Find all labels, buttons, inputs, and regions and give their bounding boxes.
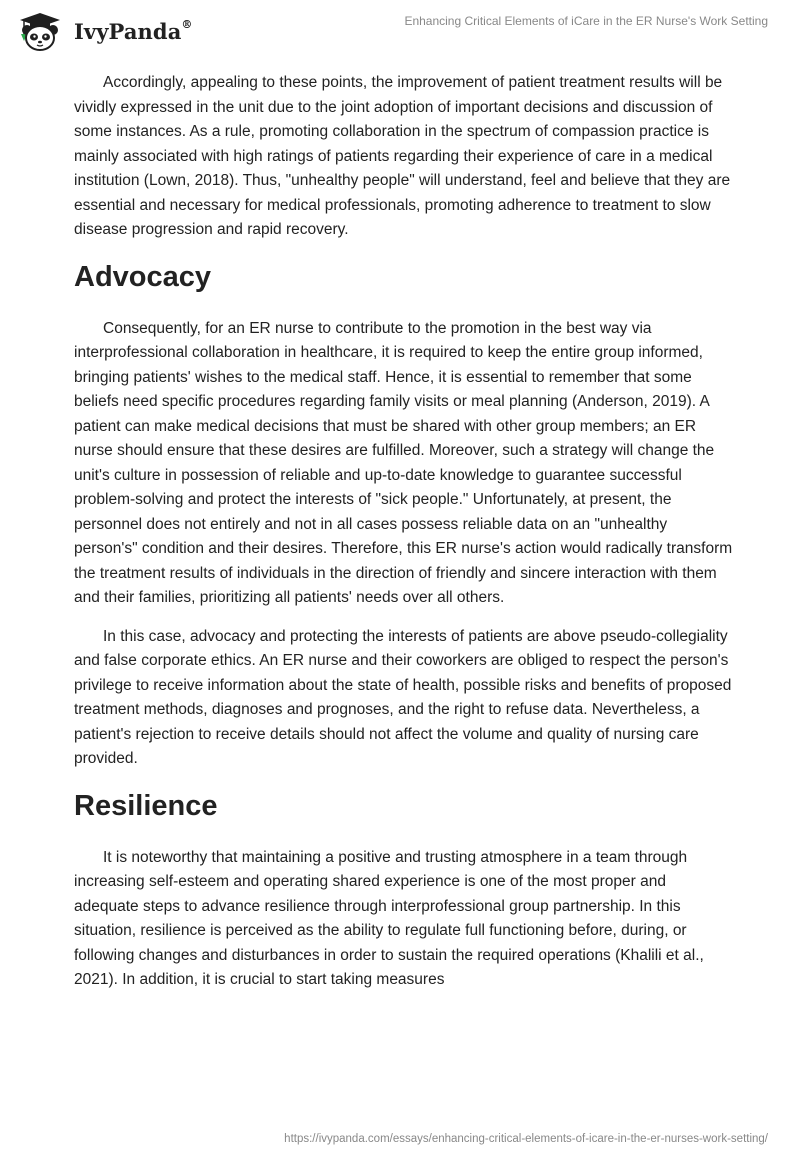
document-title: Enhancing Critical Elements of iCare in the ER Nurse's Work Setting (404, 14, 768, 28)
article-body (74, 71, 734, 1007)
advocacy-paragraph-2: In this case, advocacy and protecting the interests of patients are above pseudo-collegiality and false corporate ethics. An ER nurse and their coworkers are obliged to respect the person's privilege to receive information about the state of health, possible risks and benefits of proposed treatment methods, diagnoses and prognoses, and the right to refuse data. Nevertheless, a patient's rejection to receive details should not affect the volume and quality of nursing care provided. (74, 627, 732, 767)
panda-mascot-icon (14, 10, 72, 52)
section-heading-advocacy: Advocacy (74, 260, 212, 293)
brand-name: IvyPanda® (74, 17, 193, 44)
ivypanda-logo[interactable] (14, 10, 193, 52)
section-heading-resilience: Resilience (74, 789, 218, 822)
resilience-paragraph-1: It is noteworthy that maintaining a positive and trusting atmosphere in a team through increasing self-esteem and operating shared experience is one of the most proper and adequate steps to advance resilience through interprofessional group partnership. In this situation, resilience is perceived as the ability to regulate full functioning before, during, or following changes and disturbances in order to sustain the required operations (Khalili et al., 2021). In addition, it is crucial to start taking measures (74, 848, 704, 988)
page-header (0, 0, 800, 60)
intro-paragraph: Accordingly, appealing to these points, the improvement of patient treatment results will be vividly expressed in the unit due to the joint adoption of important decisions and discussion of some instances. As a rule, promoting collaboration in the spectrum of compassion practice is mainly associated with high ratings of patients regarding their experience of care in a medical institution (Lown, 2018). Thus, "unhealthy people" will understand, feel and believe that they are essential and necessary for medical professionals, promoting adherence to treatment to slow disease progression and rapid recovery. (74, 74, 731, 238)
advocacy-paragraph-1: Consequently, for an ER nurse to contribute to the promotion in the best way via interprofessional collaboration in healthcare, it is required to keep the entire group informed, bringing patients' wishes to the medical staff. Hence, it is essential to remember that some beliefs need specific procedures regarding family visits or meal planning (Anderson, 2019). A patient can make medical decisions that must be shared with other group members; an ER nurse should ensure that these desires are fulfilled. Moreover, such a strategy will change the unit's culture in possession of reliable and up-to-date knowledge to guarantee successful problem-solving and protect the interests of "sick people." Unfortunately, at present, the personnel does not entirely and not in all cases possess reliable data on an "unhealthy person's" condition and their desires. Therefore, this ER nurse's action would radically transform the treatment results of individuals in the direction of friendly and sincere interaction with them and their families, prioritizing all patients' needs over all others. (74, 319, 733, 606)
source-url-link[interactable]: https://ivypanda.com/essays/enhancing-critical-elements-of-icare-in-the-er-nurses-work-setting/ (284, 1133, 768, 1145)
